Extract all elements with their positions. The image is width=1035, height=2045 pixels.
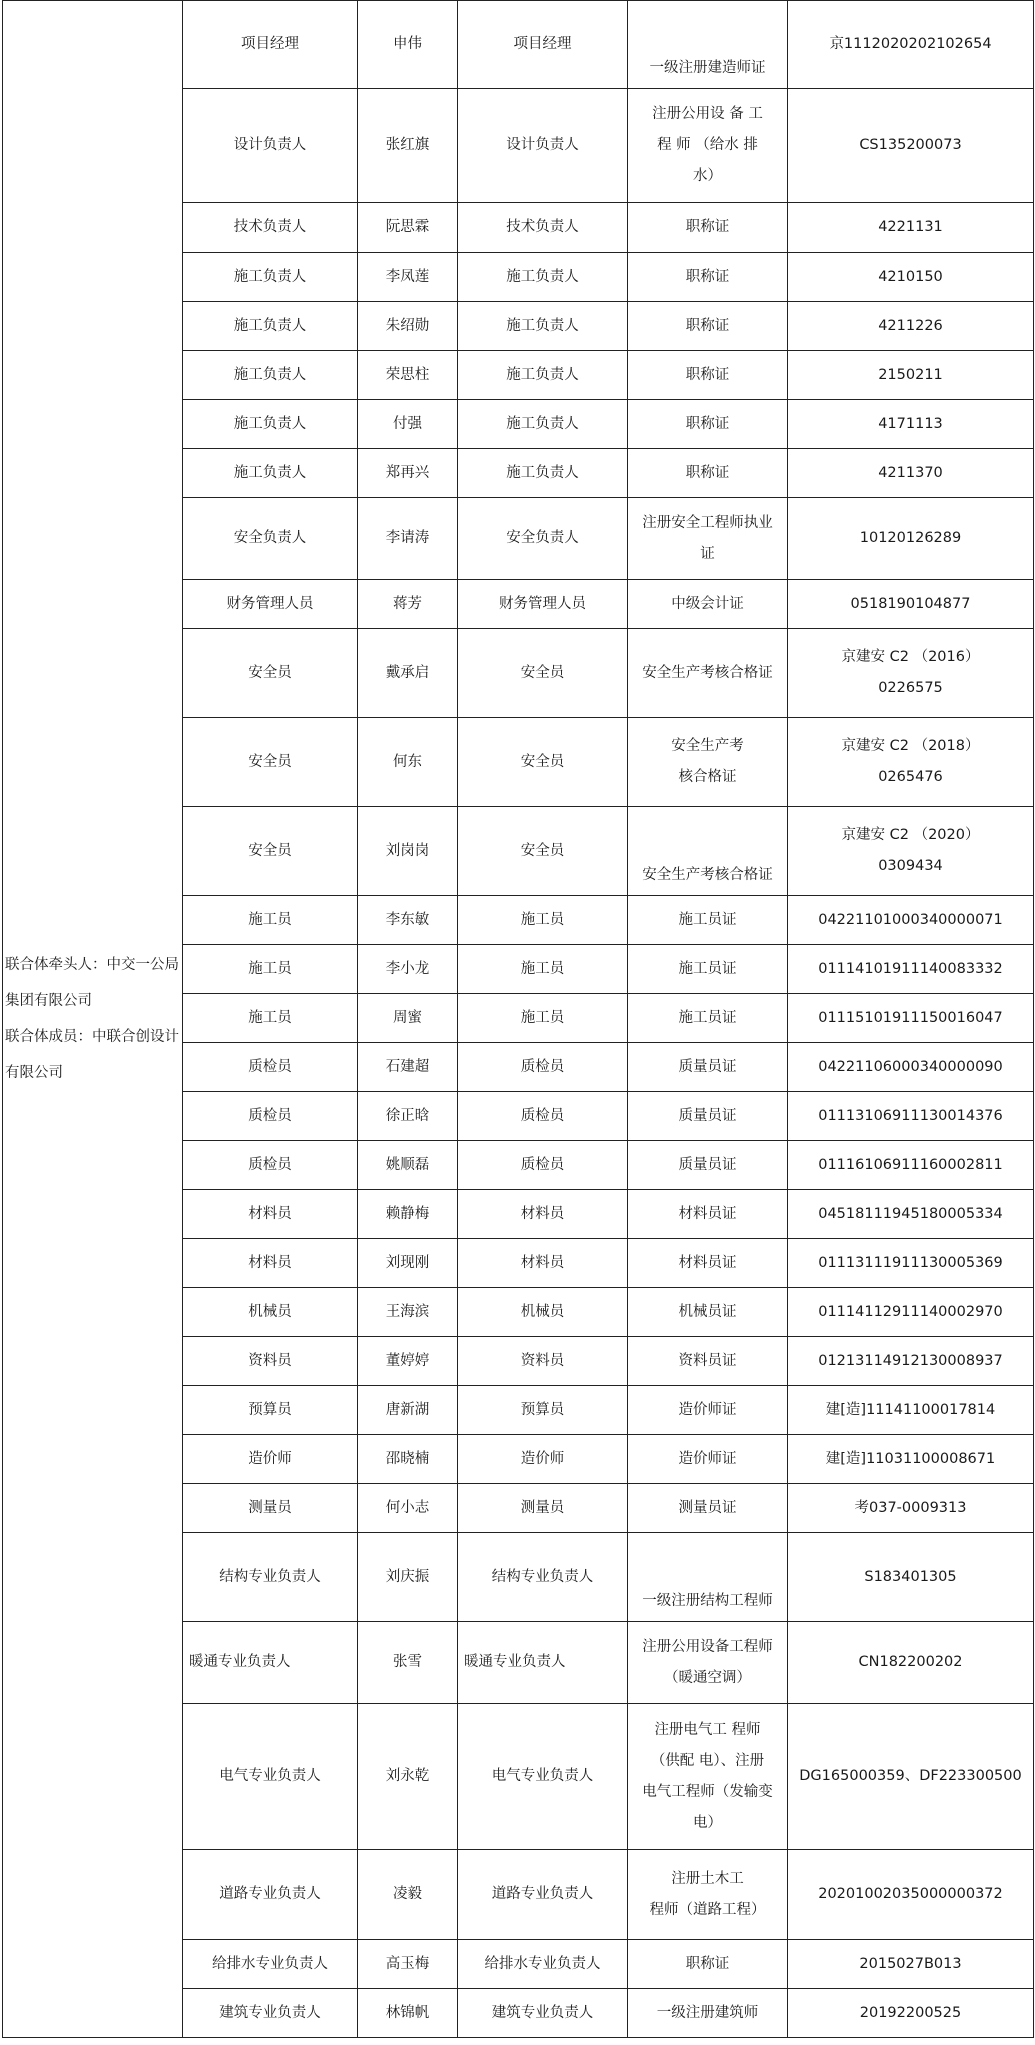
cert-cell: 职称证 <box>628 203 788 253</box>
cert-cell: 造价师证 <box>628 1386 788 1435</box>
cert-number-cell: DG165000359、DF223300500 <box>788 1704 1034 1850</box>
name-cell: 阮思霖 <box>358 203 458 253</box>
cert-cell: 注册公用设 备 工 程 师 （给水 排 水） <box>628 89 788 203</box>
cert-number-cell: 4211226 <box>788 302 1034 351</box>
name-cell: 蒋芳 <box>358 580 458 629</box>
name-cell: 申伟 <box>358 1 458 89</box>
position-cell: 材料员 <box>458 1239 628 1288</box>
cert-number-cell: 4221131 <box>788 203 1034 253</box>
position-cell: 施工负责人 <box>458 400 628 449</box>
cert-number-cell: 京建安 C2 （2016） 0226575 <box>788 629 1034 718</box>
name-cell: 董婷婷 <box>358 1337 458 1386</box>
cert-number-cell: 01113106911130014376 <box>788 1092 1034 1141</box>
position-cell: 电气专业负责人 <box>458 1704 628 1850</box>
role-cell: 安全员 <box>183 807 358 896</box>
position-cell: 技术负责人 <box>458 203 628 253</box>
cert-cell: 注册电气工 程师 （供配 电）、注册 电气工程师（发输变 电） <box>628 1704 788 1850</box>
name-cell: 周蜜 <box>358 994 458 1043</box>
unit-label-cell: 联合体牵头人：中交一公局集团有限公司 联合体成员：中联合创设计有限公司 <box>3 1 183 2038</box>
role-cell: 资料员 <box>183 1337 358 1386</box>
name-cell: 何东 <box>358 718 458 807</box>
role-cell: 设计负责人 <box>183 89 358 203</box>
cert-number-cell: 20201002035000000372 <box>788 1850 1034 1940</box>
cert-number-cell: 考037-0009313 <box>788 1484 1034 1533</box>
name-cell: 张红旗 <box>358 89 458 203</box>
role-cell: 项目经理 <box>183 1 358 89</box>
name-cell: 付强 <box>358 400 458 449</box>
role-cell: 施工员 <box>183 896 358 945</box>
cert-cell: 职称证 <box>628 1940 788 1989</box>
position-cell: 质检员 <box>458 1043 628 1092</box>
position-cell: 设计负责人 <box>458 89 628 203</box>
position-cell: 施工员 <box>458 896 628 945</box>
role-cell: 质检员 <box>183 1092 358 1141</box>
position-cell: 暖通专业负责人 <box>458 1622 628 1704</box>
name-cell: 邵晓楠 <box>358 1435 458 1484</box>
role-cell: 施工负责人 <box>183 400 358 449</box>
cert-cell: 安全生产考 核合格证 <box>628 718 788 807</box>
cert-number-cell: 04221101000340000071 <box>788 896 1034 945</box>
name-cell: 张雪 <box>358 1622 458 1704</box>
position-cell: 项目经理 <box>458 1 628 89</box>
cert-number-cell: 01115101911150016047 <box>788 994 1034 1043</box>
cert-number-cell: 京建安 C2 （2018） 0265476 <box>788 718 1034 807</box>
name-cell: 刘岗岗 <box>358 807 458 896</box>
cert-number-cell: CS135200073 <box>788 89 1034 203</box>
position-cell: 安全员 <box>458 629 628 718</box>
role-cell: 道路专业负责人 <box>183 1850 358 1940</box>
role-cell: 安全员 <box>183 718 358 807</box>
cert-number-cell: 4210150 <box>788 253 1034 302</box>
cert-cell: 造价师证 <box>628 1435 788 1484</box>
cert-number-cell: 4211370 <box>788 449 1034 498</box>
name-cell: 林锦帆 <box>358 1989 458 2038</box>
cert-number-cell: 20192200525 <box>788 1989 1034 2038</box>
name-cell: 姚顺磊 <box>358 1141 458 1190</box>
position-cell: 道路专业负责人 <box>458 1850 628 1940</box>
position-cell: 施工员 <box>458 945 628 994</box>
cert-cell: 注册土木工 程师（道路工程） <box>628 1850 788 1940</box>
cert-number-cell: 01113111911130005369 <box>788 1239 1034 1288</box>
cert-number-cell: 10120126289 <box>788 498 1034 580</box>
position-cell: 质检员 <box>458 1092 628 1141</box>
cert-cell: 职称证 <box>628 351 788 400</box>
name-cell: 徐正晗 <box>358 1092 458 1141</box>
role-cell: 施工负责人 <box>183 449 358 498</box>
name-cell: 李凤莲 <box>358 253 458 302</box>
cert-cell: 质量员证 <box>628 1092 788 1141</box>
role-cell: 材料员 <box>183 1190 358 1239</box>
role-cell: 安全负责人 <box>183 498 358 580</box>
position-cell: 安全员 <box>458 807 628 896</box>
role-cell: 造价师 <box>183 1435 358 1484</box>
cert-number-cell: 2015027B013 <box>788 1940 1034 1989</box>
position-cell: 建筑专业负责人 <box>458 1989 628 2038</box>
position-cell: 施工负责人 <box>458 449 628 498</box>
position-cell: 施工负责人 <box>458 302 628 351</box>
position-cell: 财务管理人员 <box>458 580 628 629</box>
position-cell: 给排水专业负责人 <box>458 1940 628 1989</box>
cert-cell: 施工员证 <box>628 945 788 994</box>
cert-cell: 质量员证 <box>628 1141 788 1190</box>
position-cell: 预算员 <box>458 1386 628 1435</box>
cert-cell: 施工员证 <box>628 896 788 945</box>
cert-number-cell: CN182200202 <box>788 1622 1034 1704</box>
role-cell: 财务管理人员 <box>183 580 358 629</box>
cert-cell: 一级注册建造师证 <box>628 1 788 89</box>
personnel-table <box>2 0 1034 2038</box>
cert-number-cell: S183401305 <box>788 1533 1034 1622</box>
cert-number-cell: 04518111945180005334 <box>788 1190 1034 1239</box>
role-cell: 建筑专业负责人 <box>183 1989 358 2038</box>
cert-number-cell: 0518190104877 <box>788 580 1034 629</box>
cert-number-cell: 京建安 C2 （2020） 0309434 <box>788 807 1034 896</box>
name-cell: 李请涛 <box>358 498 458 580</box>
cert-cell: 职称证 <box>628 449 788 498</box>
position-cell: 机械员 <box>458 1288 628 1337</box>
name-cell: 郑再兴 <box>358 449 458 498</box>
name-cell: 李东敏 <box>358 896 458 945</box>
cert-number-cell: 建[造]11141100017814 <box>788 1386 1034 1435</box>
role-cell: 技术负责人 <box>183 203 358 253</box>
cert-number-cell: 01213114912130008937 <box>788 1337 1034 1386</box>
name-cell: 高玉梅 <box>358 1940 458 1989</box>
cert-cell: 机械员证 <box>628 1288 788 1337</box>
table-row <box>3 1 1034 89</box>
cert-number-cell: 京1112020202102654 <box>788 1 1034 89</box>
cert-cell: 材料员证 <box>628 1239 788 1288</box>
position-cell: 造价师 <box>458 1435 628 1484</box>
position-cell: 测量员 <box>458 1484 628 1533</box>
name-cell: 刘庆振 <box>358 1533 458 1622</box>
position-cell: 施工负责人 <box>458 253 628 302</box>
cert-cell: 注册公用设备工程师 （暖通空调） <box>628 1622 788 1704</box>
cert-number-cell: 2150211 <box>788 351 1034 400</box>
cert-cell: 测量员证 <box>628 1484 788 1533</box>
role-cell: 质检员 <box>183 1141 358 1190</box>
position-cell: 施工员 <box>458 994 628 1043</box>
cert-number-cell: 01116106911160002811 <box>788 1141 1034 1190</box>
position-cell: 安全员 <box>458 718 628 807</box>
role-cell: 安全员 <box>183 629 358 718</box>
name-cell: 荣思柱 <box>358 351 458 400</box>
role-cell: 施工负责人 <box>183 351 358 400</box>
cert-cell: 职称证 <box>628 302 788 351</box>
cert-cell: 一级注册建筑师 <box>628 1989 788 2038</box>
cert-cell: 注册安全工程师执业 证 <box>628 498 788 580</box>
name-cell: 何小志 <box>358 1484 458 1533</box>
cert-number-cell: 建[造]11031100008671 <box>788 1435 1034 1484</box>
role-cell: 测量员 <box>183 1484 358 1533</box>
cert-cell: 材料员证 <box>628 1190 788 1239</box>
name-cell: 唐新湖 <box>358 1386 458 1435</box>
cert-cell: 职称证 <box>628 253 788 302</box>
cert-number-cell: 01114112911140002970 <box>788 1288 1034 1337</box>
position-cell: 施工负责人 <box>458 351 628 400</box>
cert-cell: 施工员证 <box>628 994 788 1043</box>
role-cell: 机械员 <box>183 1288 358 1337</box>
name-cell: 刘现刚 <box>358 1239 458 1288</box>
position-cell: 安全负责人 <box>458 498 628 580</box>
name-cell: 戴承启 <box>358 629 458 718</box>
name-cell: 赖静梅 <box>358 1190 458 1239</box>
name-cell: 李小龙 <box>358 945 458 994</box>
role-cell: 施工负责人 <box>183 253 358 302</box>
name-cell: 朱绍勋 <box>358 302 458 351</box>
position-cell: 质检员 <box>458 1141 628 1190</box>
cert-cell: 安全生产考核合格证 <box>628 807 788 896</box>
role-cell: 质检员 <box>183 1043 358 1092</box>
role-cell: 材料员 <box>183 1239 358 1288</box>
cert-number-cell: 4171113 <box>788 400 1034 449</box>
position-cell: 资料员 <box>458 1337 628 1386</box>
cert-cell: 中级会计证 <box>628 580 788 629</box>
role-cell: 施工负责人 <box>183 302 358 351</box>
cert-cell: 资料员证 <box>628 1337 788 1386</box>
role-cell: 给排水专业负责人 <box>183 1940 358 1989</box>
cert-cell: 安全生产考核合格证 <box>628 629 788 718</box>
role-cell: 暖通专业负责人 <box>183 1622 358 1704</box>
name-cell: 凌毅 <box>358 1850 458 1940</box>
role-cell: 结构专业负责人 <box>183 1533 358 1622</box>
cert-number-cell: 01114101911140083332 <box>788 945 1034 994</box>
name-cell: 石建超 <box>358 1043 458 1092</box>
name-cell: 王海滨 <box>358 1288 458 1337</box>
role-cell: 施工员 <box>183 994 358 1043</box>
cert-cell: 一级注册结构工程师 <box>628 1533 788 1622</box>
role-cell: 电气专业负责人 <box>183 1704 358 1850</box>
position-cell: 材料员 <box>458 1190 628 1239</box>
name-cell: 刘永乾 <box>358 1704 458 1850</box>
position-cell: 结构专业负责人 <box>458 1533 628 1622</box>
role-cell: 施工员 <box>183 945 358 994</box>
cert-cell: 职称证 <box>628 400 788 449</box>
role-cell: 预算员 <box>183 1386 358 1435</box>
cert-cell: 质量员证 <box>628 1043 788 1092</box>
cert-number-cell: 04221106000340000090 <box>788 1043 1034 1092</box>
